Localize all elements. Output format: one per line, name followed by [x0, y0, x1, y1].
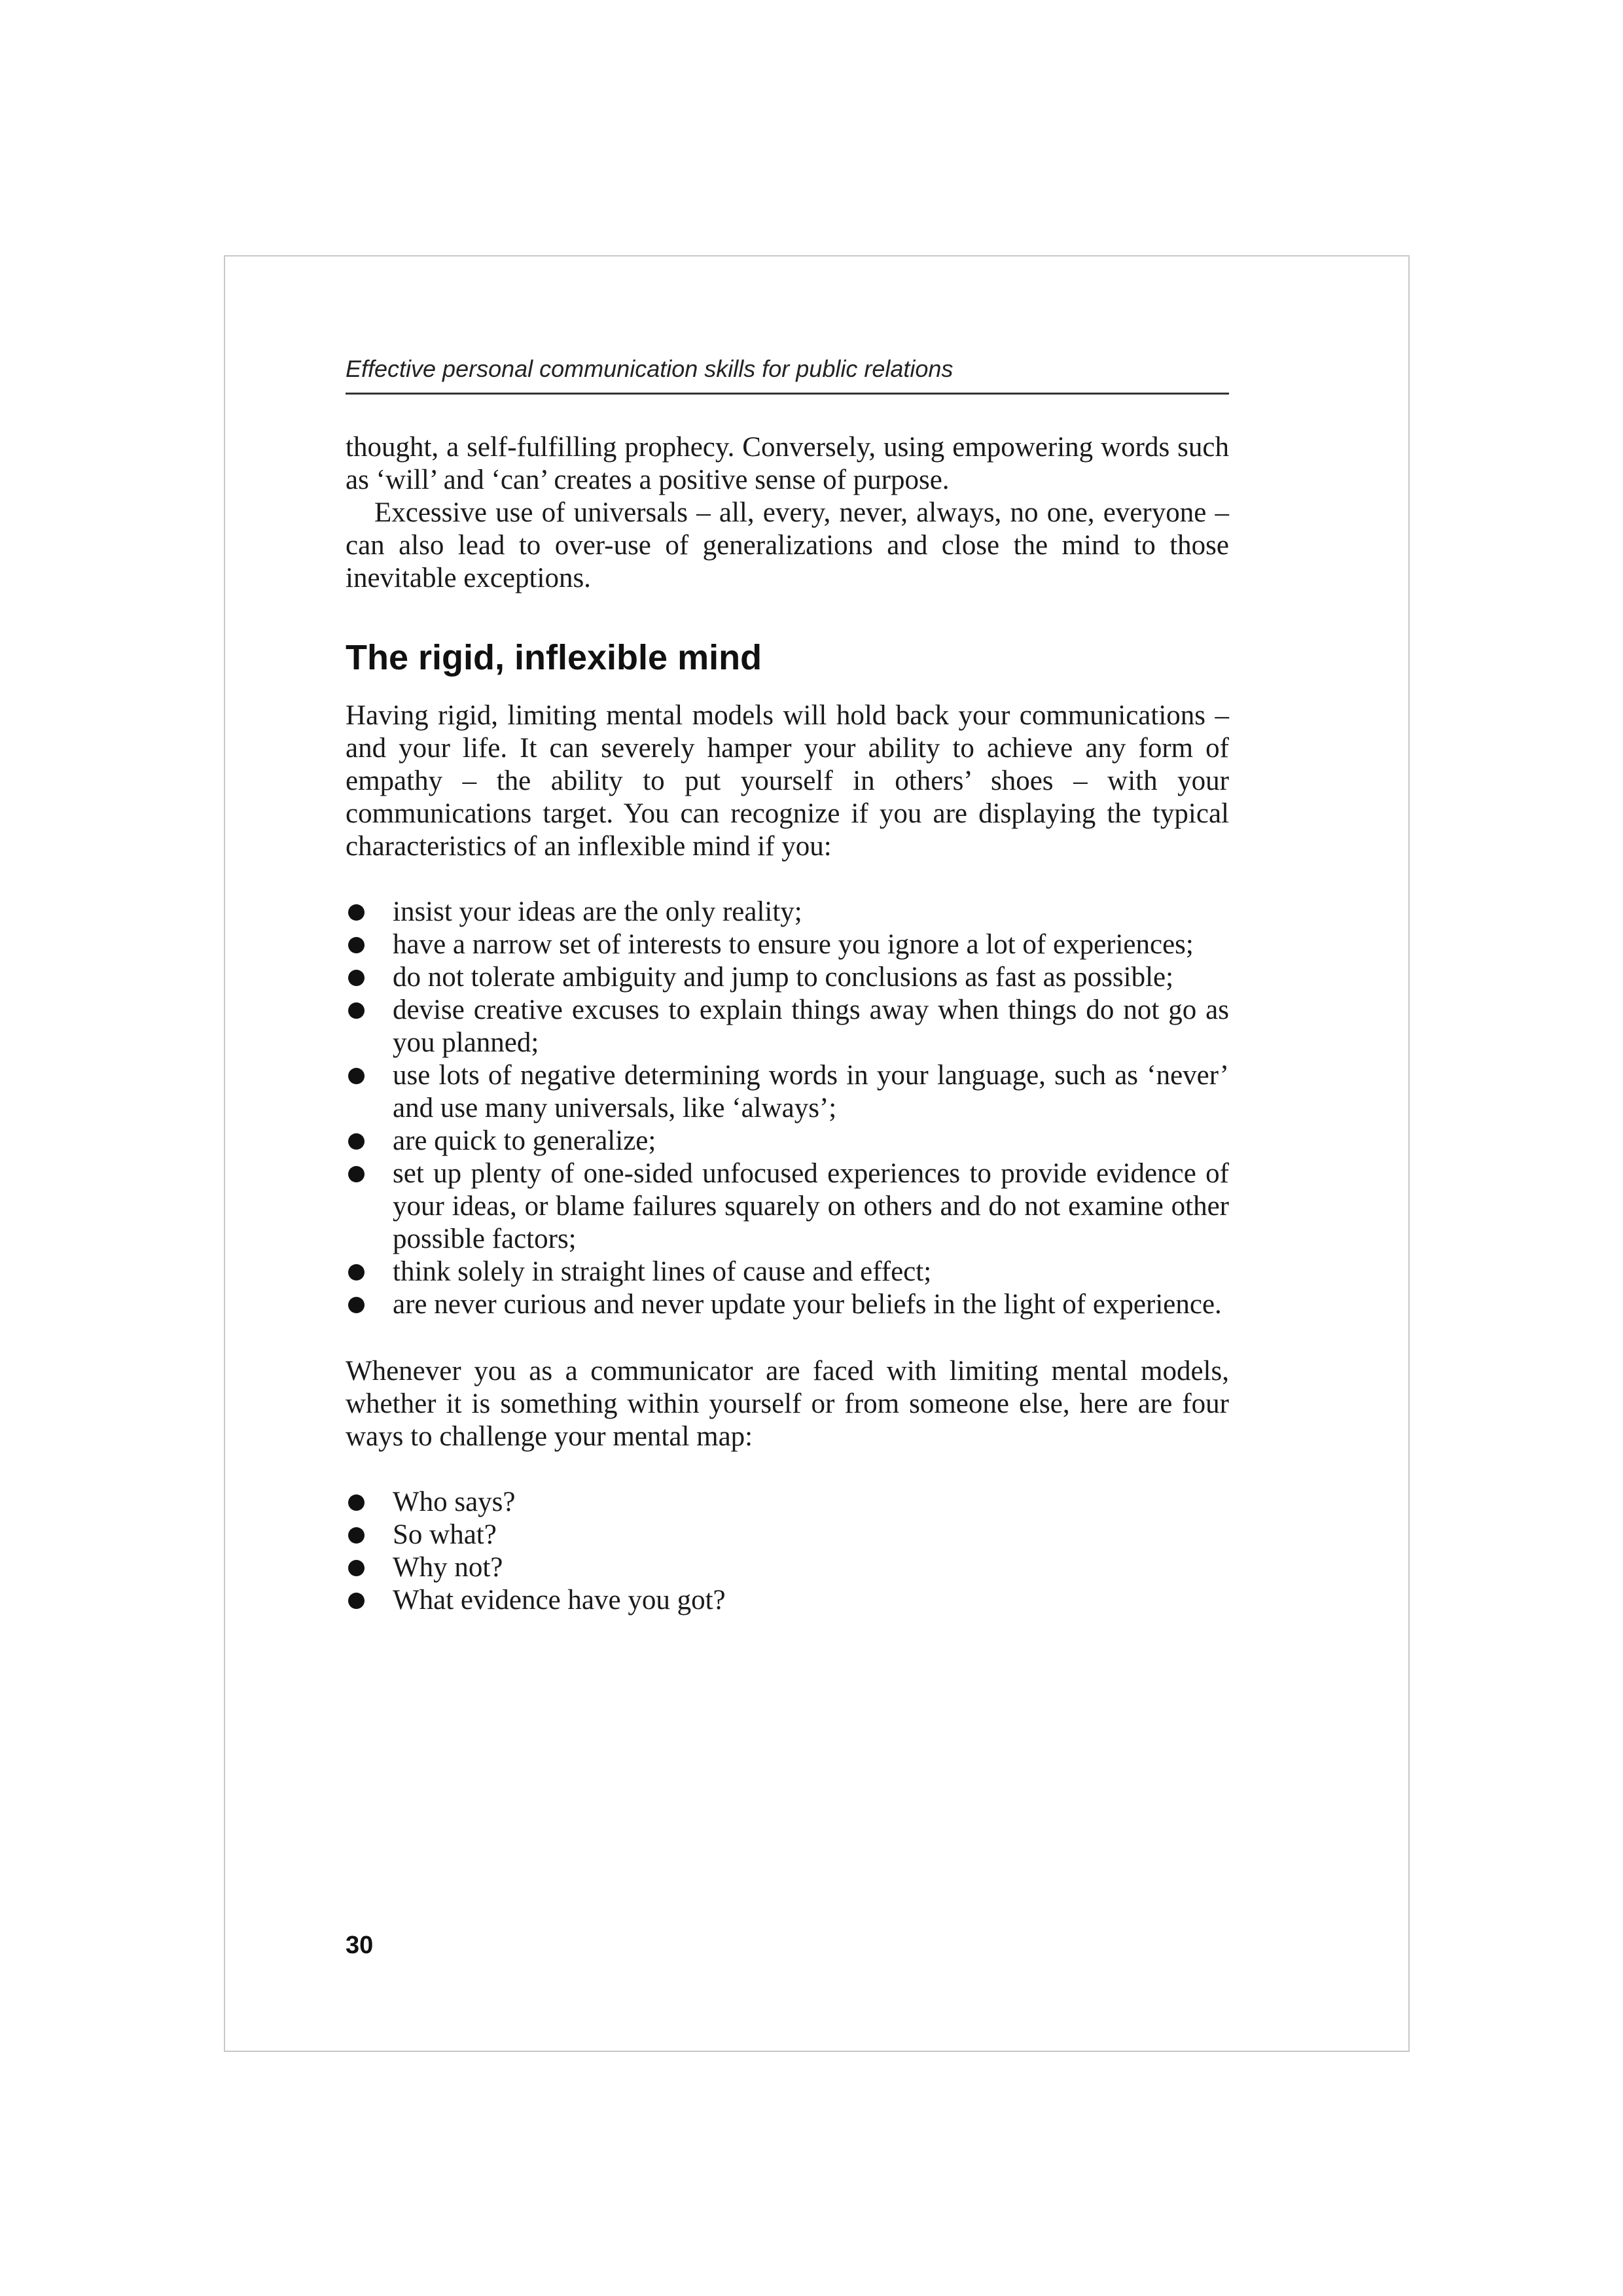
list-item-text: have a narrow set of interests to ensure you ignore a lot of experiences; — [393, 929, 1194, 960]
bullet-icon — [348, 1297, 365, 1313]
bullet-icon — [348, 937, 365, 953]
section-heading: The rigid, inflexible mind — [346, 638, 762, 677]
list-item — [346, 1519, 1229, 1551]
list-item-text: are quick to generalize; — [393, 1125, 656, 1156]
list-item-text: What evidence have you got? — [393, 1585, 726, 1616]
body-paragraph: thought, a self-fulfilling prophecy. Conversely, using empowering words such as ‘will’ and ‘can’ creates a positive sense of purpose. — [346, 432, 1229, 495]
running-header: Effective personal communication skills for public relations — [346, 352, 1229, 395]
list-item — [346, 994, 1229, 1059]
list-item-text: Why not? — [393, 1552, 503, 1583]
list-item-text: set up plenty of one-sided unfocused experiences to provide evidence of your ideas, or blame failures squarely on others and do not examine other possible factors; — [393, 1158, 1229, 1254]
list-item-text: are never curious and never update your beliefs in the light of experience. — [393, 1289, 1222, 1320]
bullet-icon — [348, 1593, 365, 1609]
bullet-icon — [348, 1166, 365, 1182]
bullet-icon — [348, 1068, 365, 1084]
list-item-text: think solely in straight lines of cause and effect; — [393, 1256, 932, 1287]
bullet-icon — [348, 1002, 365, 1019]
bullet-icon — [348, 1494, 365, 1511]
list-item — [346, 1486, 1229, 1519]
bullet-icon — [348, 970, 365, 986]
list-item — [346, 1584, 1229, 1617]
list-item-text: do not tolerate ambiguity and jump to conclusions as fast as possible; — [393, 962, 1174, 993]
body-paragraph: Excessive use of universals – all, every, never, always, no one, everyone – can also lead to over-use of generalizations and close the mind to those inevitable exceptions. — [346, 497, 1229, 593]
list-item — [346, 1059, 1229, 1125]
list-item-text: use lots of negative determining words in your language, such as ‘never’ and use many universals, like ‘always’; — [393, 1060, 1229, 1123]
list-item — [346, 1288, 1229, 1321]
list-item — [346, 928, 1229, 961]
characteristics-list — [346, 896, 1229, 1321]
list-item-text: insist your ideas are the only reality; — [393, 896, 802, 927]
page-content — [346, 352, 1229, 1617]
bullet-icon — [348, 904, 365, 921]
page-number: 30 — [346, 1932, 374, 1959]
bullet-icon — [348, 1133, 365, 1150]
list-item — [346, 896, 1229, 928]
follow-up-paragraph: Whenever you as a communicator are faced with limiting mental models, whether it is something within yourself or from someone else, here are four ways to challenge your mental map: — [346, 1356, 1229, 1452]
list-item-text: devise creative excuses to explain things away when things do not go as you planned; — [393, 995, 1229, 1058]
bullet-icon — [348, 1527, 365, 1544]
bullet-icon — [348, 1560, 365, 1576]
list-item — [346, 1125, 1229, 1157]
list-item — [346, 1551, 1229, 1584]
list-item — [346, 961, 1229, 994]
list-item — [346, 1256, 1229, 1288]
challenge-questions-list — [346, 1486, 1229, 1617]
section-intro-paragraph: Having rigid, limiting mental models will hold back your communications – and your life. It can severely hamper your ability to achieve any form of empathy – the ability to put yourself in others’ shoes – with your communications target. You can recognize if you are displaying the typical characteristics of an inflexible mind if you: — [346, 700, 1229, 862]
list-item-text: So what? — [393, 1519, 497, 1550]
bullet-icon — [348, 1264, 365, 1280]
list-item — [346, 1157, 1229, 1256]
list-item-text: Who says? — [393, 1487, 516, 1517]
